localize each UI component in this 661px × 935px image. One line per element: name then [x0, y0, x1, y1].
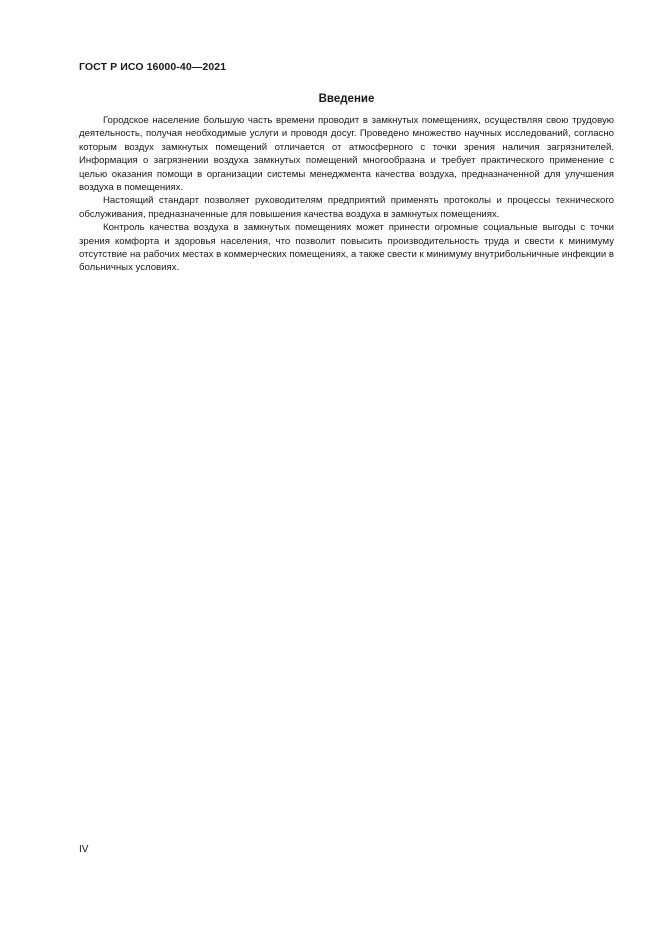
- paragraph: Городское население большую часть времени проводит в замкнутых помещениях, осуществляя свою трудовую деятельность, получая необходимые услуги и проводя досуг. Проведено множество научных исследований, согласно которым воздух замкнутых помещений отличается от атмосферного с точки зрения наличия загрязнителей. Информация о загрязнении воздуха замкнутых помещений многообразна и требует практического применение с целью оказания помощи в организации системы менеджмента качества воздуха, предназначенной для улучшения воздуха в помещениях.: [79, 115, 614, 194]
- document-header: ГОСТ Р ИСО 16000-40—2021: [79, 61, 227, 73]
- page-number: IV: [79, 844, 89, 855]
- paragraph: Контроль качества воздуха в замкнутых помещениях может принести огромные социальные выгоды с точки зрения комфорта и здоровья населения, что позволит повысить производительность труда и свести к минимуму отсутствие на рабочих местах в коммерческих помещениях, а также свести к минимуму внутрибольничные инфекции в больничных условиях.: [79, 222, 614, 274]
- section-title: Введение: [318, 93, 375, 105]
- body-text: [79, 114, 614, 275]
- paragraph: Настоящий стандарт позволяет руководителям предприятий применять протоколы и процессы технического обслуживания, предназначенные для повышения качества воздуха в замкнутых помещениях.: [79, 195, 614, 220]
